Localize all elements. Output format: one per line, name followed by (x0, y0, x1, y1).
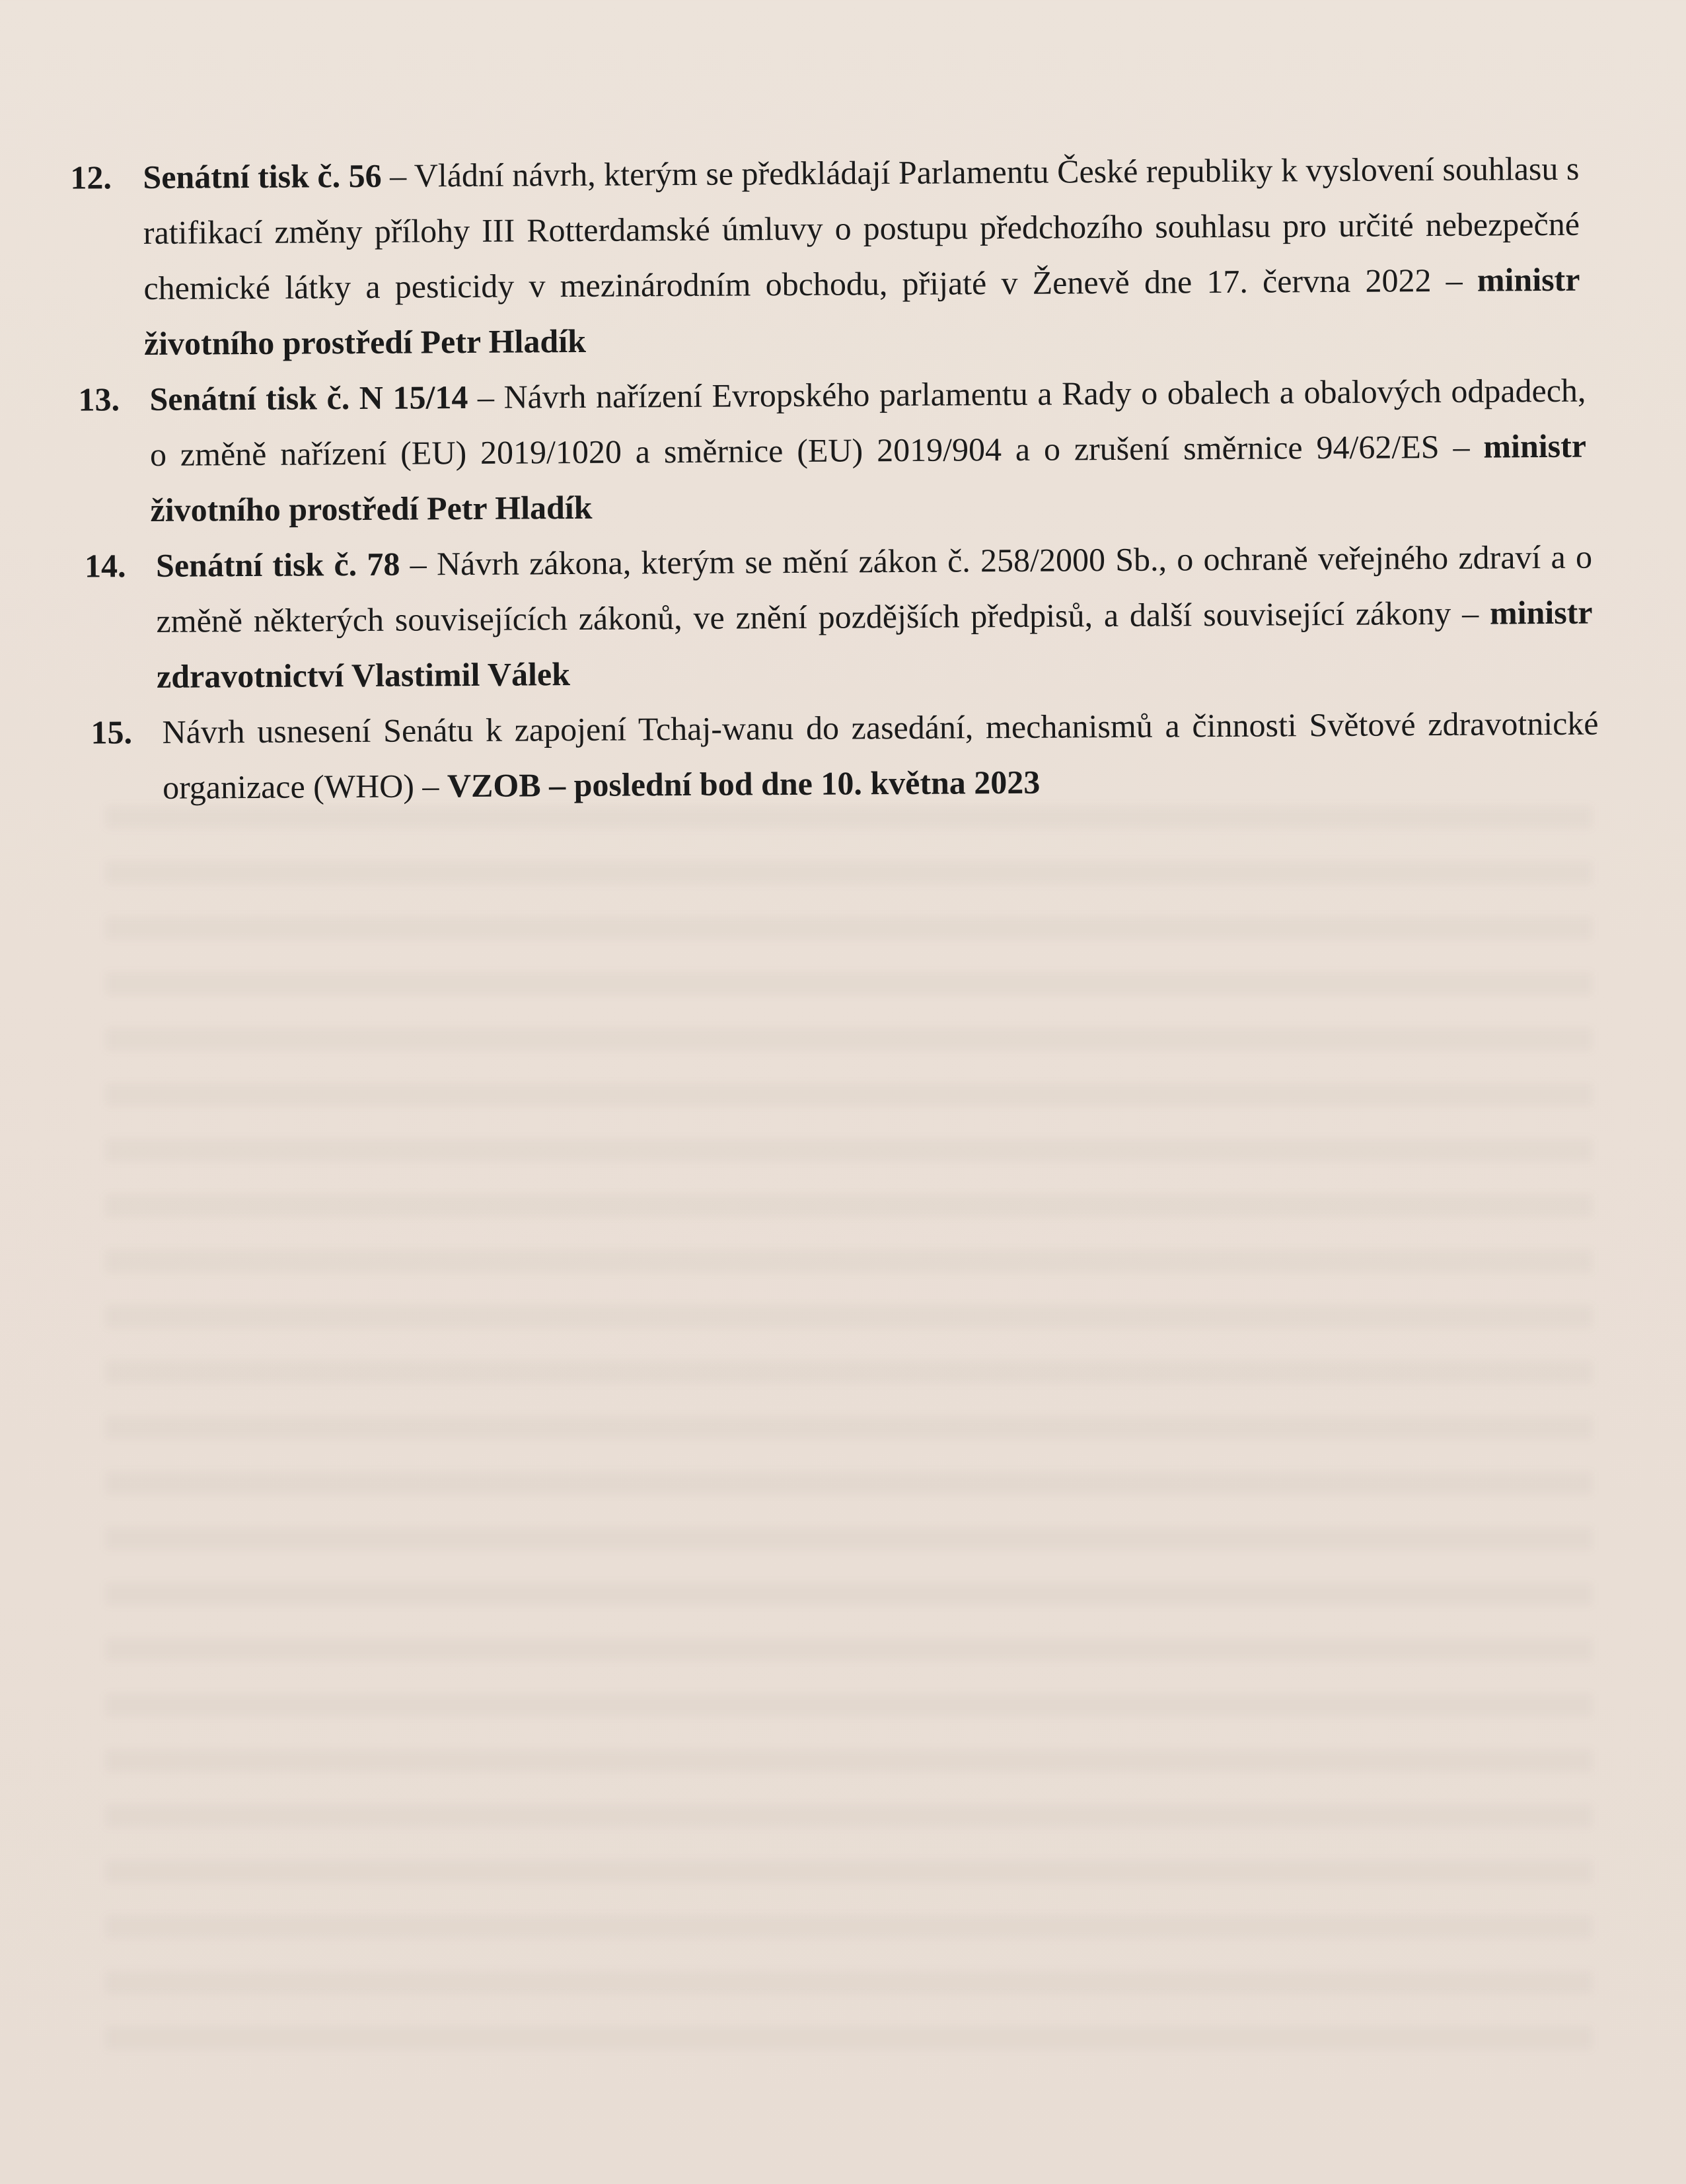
item-number: 13. (78, 381, 120, 418)
item-presenter: ministr zdravotnictví Vlastimil Válek (156, 593, 1593, 695)
presenter-separator: – (1439, 427, 1484, 466)
item-presenter: ministr životního prostředí Petr Hladík (150, 427, 1587, 528)
presenter-separator: – (1451, 594, 1490, 632)
item-number: 14. (84, 547, 126, 585)
item-description: Vládní návrh, kterým se předkládají Parlamentu České republiky k vyslovení souhlasu s ratifikací změny přílohy III Rotterdamské úmluvy o postupu předchozího souhlasu pro určité nebezpečné chemické látky a pesticidy v mezinárodním obchodu, přijaté v Ženevě dne 17. června 2022 (143, 149, 1580, 307)
item-text (143, 141, 1580, 371)
agenda-item-13 (0, 362, 1686, 539)
presenter-separator: – (414, 767, 448, 805)
agenda-item-15 (2, 695, 1686, 817)
reverse-side-bleed-through (106, 806, 1592, 2061)
title-separator: – (381, 157, 414, 194)
item-description: Návrh usnesení Senátu k zapojení Tchaj-wanu do zasedání, mechanismů a činnosti Světové zdravotnické organizace (WHO) (162, 704, 1599, 806)
presenter-separator: – (1431, 261, 1478, 299)
item-text (149, 363, 1586, 538)
item-presenter: VZOB – poslední bod dne 10. května 2023 (447, 763, 1041, 805)
agenda-list (0, 140, 1686, 817)
item-title: Senátní tisk č. 78 (155, 545, 400, 584)
item-description: Návrh zákona, kterým se mění zákon č. 258/2000 Sb., o ochraně veřejného zdraví a o změně některých souvisejících zákonů, ve znění pozdějších předpisů, a další související zákony (156, 538, 1593, 639)
item-title: Senátní tisk č. 56 (143, 157, 382, 196)
item-number: 12. (70, 159, 112, 196)
title-separator: – (468, 378, 504, 416)
item-title: Senátní tisk č. N 15/14 (149, 379, 468, 418)
agenda-item-12 (0, 140, 1686, 373)
agenda-item-14 (1, 528, 1686, 706)
item-text (162, 696, 1599, 815)
item-number: 15. (91, 713, 133, 751)
item-presenter: ministr životního prostředí Petr Hladík (143, 260, 1580, 362)
item-text (156, 529, 1593, 704)
item-description: Návrh nařízení Evropského parlamentu a Rady o obalech a obalových odpadech, o změně nařízení (EU) 2019/1020 a směrnice (EU) 2019/904 a o zrušení směrnice 94/62/ES (149, 371, 1586, 473)
title-separator: – (400, 545, 437, 583)
